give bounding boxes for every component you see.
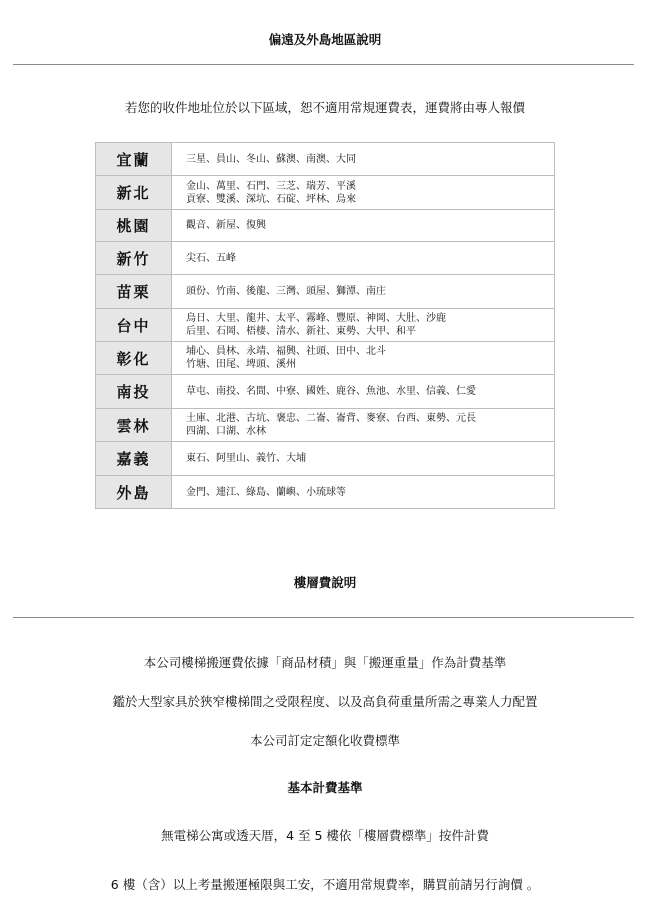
floor-fee-paragraph-1: 本公司樓梯搬運費依據「商品材積」與「搬運重量」作為計費基準 — [143, 655, 507, 670]
area-places-line: 頭份、竹南、後龍、三灣、頭屋、獅潭、南庄 — [186, 286, 386, 297]
remote-areas-intro: 若您的收件地址位於以下區域，恕不適用常規運費表，運費將由專人報價 — [124, 100, 525, 115]
area-places-line: 尖石、五峰 — [186, 252, 236, 264]
area-places — [172, 309, 555, 342]
area-places-line: 東石、阿里山、義竹、大埔 — [186, 453, 306, 464]
area-region-name: 台中 — [96, 309, 172, 342]
area-places-line: 埔心、員林、永靖、福興、社頭、田中、北斗 — [186, 346, 386, 357]
area-places — [172, 210, 555, 242]
area-region-name: 桃園 — [96, 210, 172, 242]
area-places-line: 土庫、北港、古坑、褒忠、二崙、崙背、麥寮、台西、東勢、元長 — [186, 413, 476, 424]
area-places-line: 金山、萬里、石門、三芝、瑞芳、平溪 — [186, 180, 356, 192]
area-places — [172, 409, 555, 442]
divider — [13, 64, 634, 65]
area-row — [96, 242, 555, 275]
divider — [13, 617, 634, 618]
remote-areas-table — [95, 142, 555, 509]
area-places-line: 金門、連江、綠島、蘭嶼、小琉球等 — [186, 486, 346, 498]
area-region-name: 新北 — [96, 176, 172, 210]
area-places-line: 貢寮、雙溪、深坑、石碇、坪林、烏來 — [186, 193, 356, 205]
floor-fee-rule-4-5: 無電梯公寓或透天厝，4 至 5 樓依「樓層費標準」按件計費 — [161, 828, 489, 843]
area-places-line: 觀音、新屋、復興 — [186, 220, 266, 231]
floor-fee-rule-6-plus: 6 樓（含）以上考量搬運極限與工安，不適用常規費率，購買前請另行詢價 。 — [110, 877, 540, 892]
area-region-name: 外島 — [96, 476, 172, 509]
area-places — [172, 442, 555, 476]
floor-fee-paragraph-3: 本公司訂定定額化收費標準 — [249, 733, 400, 748]
floor-fee-paragraph-2: 鑑於大型家具於狹窄樓梯間之受限程度、以及高負荷重量所需之專業人力配置 — [112, 694, 538, 709]
area-region-name: 南投 — [96, 375, 172, 409]
area-region-name: 彰化 — [96, 342, 172, 375]
area-row — [96, 375, 555, 409]
area-places-line: 竹塘、田尾、埤頭、溪州 — [186, 359, 296, 370]
area-places — [172, 342, 555, 375]
area-row — [96, 176, 555, 210]
area-places-line: 烏日、大里、龍井、太平、霧峰、豐原、神岡、大肚、沙鹿 — [186, 313, 446, 324]
area-places — [172, 143, 555, 176]
area-places — [172, 476, 555, 509]
area-row — [96, 210, 555, 242]
area-places-line: 四湖、口湖、水林 — [186, 426, 266, 437]
area-places — [172, 176, 555, 210]
area-places-line: 三星、員山、冬山、蘇澳、南澳、大同 — [186, 153, 356, 165]
area-row — [96, 143, 555, 176]
area-places — [172, 275, 555, 309]
area-region-name: 嘉義 — [96, 442, 172, 476]
area-region-name: 宜蘭 — [96, 143, 172, 176]
area-row — [96, 275, 555, 309]
area-places-line: 草屯、南投、名間、中寮、國姓、鹿谷、魚池、水里、信義、仁愛 — [186, 386, 476, 397]
area-region-name: 新竹 — [96, 242, 172, 275]
area-row — [96, 442, 555, 476]
area-row — [96, 342, 555, 375]
area-places — [172, 242, 555, 275]
area-row — [96, 309, 555, 342]
area-places-line: 后里、石岡、梧棲、清水、新社、東勢、大甲、和平 — [186, 326, 416, 337]
area-places — [172, 375, 555, 409]
area-row — [96, 409, 555, 442]
area-region-name: 雲林 — [96, 409, 172, 442]
section-title-remote-areas: 偏遠及外島地區說明 — [268, 32, 382, 47]
area-region-name: 苗栗 — [96, 275, 172, 309]
basic-billing-subtitle: 基本計費基準 — [287, 780, 363, 795]
section-title-floor-fee: 樓層費說明 — [293, 575, 357, 590]
area-row — [96, 476, 555, 509]
